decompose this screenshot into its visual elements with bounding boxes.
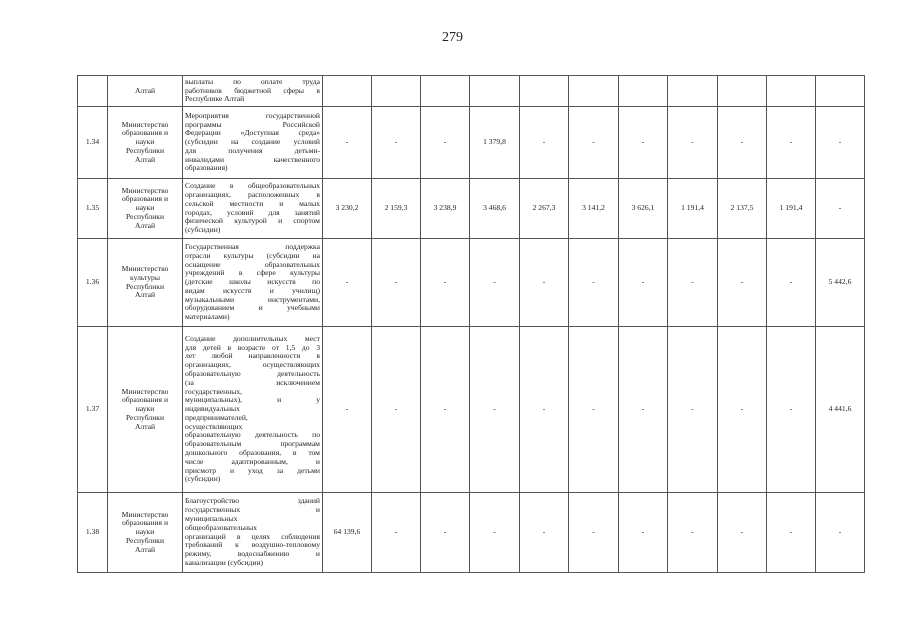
description-line: дошкольного образования, в том (185, 448, 320, 458)
value-cell-year-2: - (372, 327, 421, 493)
value-cell-year-4: - (470, 327, 520, 493)
value-cell-year-7: - (619, 327, 668, 493)
value-cell-year-5: 2 267,3 (520, 179, 569, 239)
measure-description (183, 76, 323, 107)
organization-line: образования и (121, 518, 169, 528)
description-line: Государственная поддержка (185, 241, 320, 251)
value-cell-year-11: - (816, 493, 865, 573)
measure-description (183, 239, 323, 327)
description-line: (детские школы искусств по (185, 277, 320, 287)
organization-line: Алтай (134, 154, 156, 164)
value-cell-year-3: 3 238,9 (421, 179, 470, 239)
description-line: муниципальных (185, 513, 238, 523)
organization-line: образования и (121, 194, 169, 204)
organization-line: науки (135, 527, 155, 537)
organization-line: образования и (121, 128, 169, 138)
row-number (78, 76, 108, 107)
organization-line: Министерство (121, 119, 169, 129)
value-cell-year-4: 1 379,8 (470, 107, 520, 179)
organization-line: Министерство (121, 263, 169, 273)
description-line: (за исключением (185, 377, 320, 387)
value-cell-year-6: - (569, 327, 619, 493)
organization-line: Алтай (134, 290, 156, 300)
description-line: организациях, расположенных в (185, 189, 320, 199)
value-cell-year-6 (569, 76, 619, 107)
table-row (78, 493, 865, 573)
description-line: оборудованием и учебными (185, 303, 320, 313)
value-cell-year-2: - (372, 239, 421, 327)
description-line: (субсидии) (185, 225, 221, 235)
organization-line: Министерство (121, 185, 169, 195)
value-cell-year-5: - (520, 493, 569, 573)
value-cell-year-11 (816, 76, 865, 107)
description-line: муниципальных), и у (185, 395, 320, 405)
description-line: присмотр и уход за детьми (185, 465, 320, 475)
organization-line: Республики (125, 281, 165, 291)
description-line: общеобразовательных (185, 522, 258, 532)
organization-line: науки (135, 404, 155, 414)
description-line: для получения детьми- (185, 145, 320, 155)
row-number: 1.36 (78, 239, 108, 327)
value-cell-year-6: 3 141,2 (569, 179, 619, 239)
value-cell-year-1: - (323, 239, 372, 327)
description-line: Республике Алтай (185, 94, 245, 104)
value-cell-year-7: - (619, 107, 668, 179)
description-line: государственных и (185, 505, 320, 515)
value-cell-year-2: 2 159,3 (372, 179, 421, 239)
table-row (78, 76, 865, 107)
value-cell-year-10: - (767, 239, 816, 327)
value-cell-year-9: - (718, 239, 767, 327)
description-line: организациях, осуществляющих (185, 360, 320, 370)
row-number: 1.38 (78, 493, 108, 573)
value-cell-year-4: - (470, 493, 520, 573)
description-line: инвалидами качественного (185, 154, 320, 164)
description-line: физической культурой и спортом (185, 216, 320, 226)
value-cell-year-7 (619, 76, 668, 107)
description-line: Мероприятия государственной (185, 110, 320, 120)
description-line: выплаты по оплате труда (185, 76, 320, 86)
value-cell-year-8: - (668, 107, 718, 179)
responsible-organization (108, 493, 183, 573)
value-cell-year-2: - (372, 493, 421, 573)
value-cell-year-10: - (767, 107, 816, 179)
table-row (78, 179, 865, 239)
organization-line: Республики (125, 535, 165, 545)
description-line: Федерации «Доступная среда» (185, 128, 320, 138)
description-line: городах, условий для занятий (185, 207, 320, 217)
value-cell-year-3 (421, 76, 470, 107)
value-cell-year-9 (718, 76, 767, 107)
value-cell-year-7: 3 626,1 (619, 179, 668, 239)
value-cell-year-3: - (421, 493, 470, 573)
description-line: государственных, (185, 386, 243, 396)
description-line: для детей в возрасте от 1,5 до 3 (185, 342, 320, 352)
description-line: работников бюджетной сферы в (185, 85, 320, 95)
organization-line: Алтай (134, 544, 156, 554)
value-cell-year-5: - (520, 239, 569, 327)
organization-line: Алтай (134, 220, 156, 230)
description-line: образовательную деятельность (185, 368, 320, 378)
value-cell-year-9: 2 137,5 (718, 179, 767, 239)
description-line: индивидуальных (185, 404, 240, 414)
value-cell-year-1: - (323, 327, 372, 493)
row-number: 1.37 (78, 327, 108, 493)
description-line: программы Российской (185, 119, 320, 129)
value-cell-year-10: - (767, 493, 816, 573)
organization-line: науки (135, 137, 155, 147)
description-line: образования) (185, 163, 228, 173)
measure-description (183, 107, 323, 179)
value-cell-year-6: - (569, 493, 619, 573)
value-cell-year-6: - (569, 107, 619, 179)
value-cell-year-7: - (619, 493, 668, 573)
description-line: материалами) (185, 312, 230, 322)
organization-line: образования и (121, 395, 169, 405)
organization-line: Республики (125, 145, 165, 155)
value-cell-year-9: - (718, 493, 767, 573)
description-line: лет любой направленности в (185, 351, 320, 361)
description-line: образовательную деятельность по (185, 430, 320, 440)
value-cell-year-1: - (323, 107, 372, 179)
value-cell-year-11: 5 442,6 (816, 239, 865, 327)
organization-line: науки (135, 203, 155, 213)
value-cell-year-6: - (569, 239, 619, 327)
table-row (78, 107, 865, 179)
value-cell-year-1: 64 139,6 (323, 493, 372, 573)
description-line: (субсидии) (185, 474, 221, 484)
description-line: оснащение образовательных (185, 259, 320, 269)
value-cell-year-9: - (718, 107, 767, 179)
value-cell-year-7: - (619, 239, 668, 327)
description-line: организаций в целях соблюдения (185, 531, 320, 541)
value-cell-year-4: 3 468,6 (470, 179, 520, 239)
description-line: осуществляющих (185, 421, 243, 431)
budget-table (77, 75, 865, 573)
value-cell-year-1: 3 230,2 (323, 179, 372, 239)
description-line: требований к воздушно-тепловому (185, 540, 320, 550)
value-cell-year-8: - (668, 493, 718, 573)
value-cell-year-8: - (668, 239, 718, 327)
page-number: 279 (442, 30, 463, 45)
description-line: учреждений в сфере культуры (185, 268, 320, 278)
value-cell-year-9: - (718, 327, 767, 493)
value-cell-year-3: - (421, 239, 470, 327)
value-cell-year-8 (668, 76, 718, 107)
description-line: образовательным программам (185, 439, 320, 449)
value-cell-year-3: - (421, 327, 470, 493)
row-number: 1.34 (78, 107, 108, 179)
organization-line: Республики (125, 211, 165, 221)
description-line: предпринимателей, (185, 412, 248, 422)
value-cell-year-2 (372, 76, 421, 107)
value-cell-year-8: - (668, 327, 718, 493)
responsible-organization (108, 179, 183, 239)
value-cell-year-3: - (421, 107, 470, 179)
value-cell-year-4 (470, 76, 520, 107)
value-cell-year-8: 1 191,4 (668, 179, 718, 239)
value-cell-year-2: - (372, 107, 421, 179)
description-line: канализации (субсидии) (185, 557, 264, 567)
organization-line: Республики (125, 412, 165, 422)
description-line: Благоустройство зданий (185, 496, 320, 506)
row-number: 1.35 (78, 179, 108, 239)
description-line: Создание в общеобразовательных (185, 181, 320, 191)
organization-line: Министерство (121, 386, 169, 396)
description-line: числе адаптированным, и (185, 456, 320, 466)
value-cell-year-11: - (816, 179, 865, 239)
measure-description (183, 179, 323, 239)
description-line: режиму, водоснабжению и (185, 549, 320, 559)
value-cell-year-10: - (767, 327, 816, 493)
value-cell-year-10 (767, 76, 816, 107)
table-row (78, 327, 865, 493)
table-row (78, 239, 865, 327)
value-cell-year-5: - (520, 107, 569, 179)
organization-line: Алтай (134, 85, 156, 95)
description-line: сельской местности и малых (185, 198, 320, 208)
organization-line: Алтай (134, 421, 156, 431)
table-body (78, 76, 865, 573)
responsible-organization (108, 239, 183, 327)
description-line: отрасли культуры (субсидии на (185, 250, 320, 260)
value-cell-year-5 (520, 76, 569, 107)
responsible-organization (108, 107, 183, 179)
measure-description (183, 493, 323, 573)
responsible-organization (108, 76, 183, 107)
value-cell-year-1 (323, 76, 372, 107)
value-cell-year-4: - (470, 239, 520, 327)
responsible-organization (108, 327, 183, 493)
description-line: музыкальными инструментами, (185, 294, 320, 304)
description-line: Создание дополнительных мест (185, 333, 320, 343)
value-cell-year-10: 1 191,4 (767, 179, 816, 239)
value-cell-year-5: - (520, 327, 569, 493)
measure-description (183, 327, 323, 493)
description-line: видам искусств и училищ) (185, 285, 320, 295)
organization-line: Министерство (121, 509, 169, 519)
value-cell-year-11: - (816, 107, 865, 179)
value-cell-year-11: 4 441,6 (816, 327, 865, 493)
description-line: (субсидии на создание условий (185, 137, 320, 147)
organization-line: культуры (130, 272, 160, 282)
